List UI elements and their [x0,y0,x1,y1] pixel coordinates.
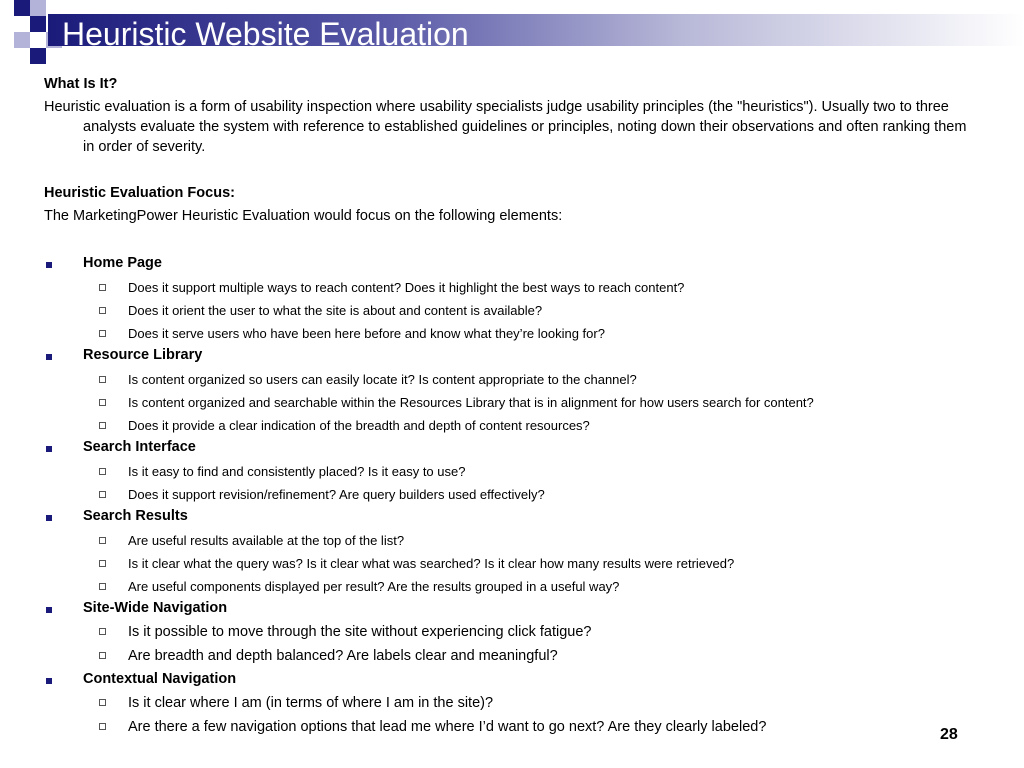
focus-list [44,253,974,737]
focus-item-home-page [44,253,974,342]
hollow-square-bullet-icon [99,399,106,406]
sub-item-text: Does it orient the user to what the site is about and content is available? [128,303,543,318]
sub-item-text: Is it easy to find and consistently placed? Is it easy to use? [128,464,466,479]
hollow-square-bullet-icon [99,307,106,314]
hollow-square-bullet-icon [99,284,106,291]
sub-item [44,578,974,595]
section-heading-focus: Heuristic Evaluation Focus: [44,185,235,201]
sub-item-text: Is it clear what the query was? Is it clear what was searched? Is it clear how many results were retrieved? [128,556,735,571]
focus-item-label: Resource Library [83,347,203,363]
section-heading-what-is-it: What Is It? [44,76,118,92]
sub-item [44,417,974,434]
sub-item-text: Does it serve users who have been here before and know what they’re looking for? [128,326,605,341]
focus-item-label: Search Interface [83,439,196,455]
hollow-square-bullet-icon [99,652,106,659]
hollow-square-bullet-icon [99,699,106,706]
corner-square [14,32,30,48]
sub-item-text: Are useful results available at the top of the list? [128,533,405,548]
corner-square [14,0,30,16]
focus-item-label: Home Page [83,255,162,271]
hollow-square-bullet-icon [99,723,106,730]
hollow-square-bullet-icon [99,491,106,498]
sub-item-text: Does it support revision/refinement? Are query builders used effectively? [128,487,545,502]
sub-item-text: Is content organized so users can easily locate it? Is content appropriate to the channel? [128,372,637,387]
hollow-square-bullet-icon [99,422,106,429]
sub-item-text: Does it support multiple ways to reach content? Does it highlight the best ways to reach content? [128,280,685,295]
focus-item-label: Site-Wide Navigation [83,600,228,616]
sub-item [44,532,974,549]
corner-square [30,48,46,64]
sub-item [44,693,974,713]
hollow-square-bullet-icon [99,537,106,544]
section-body-focus: The MarketingPower Heuristic Evaluation would focus on the following elements: [44,208,563,224]
focus-item-resource-library [44,345,974,434]
corner-square [30,0,46,16]
section-body-what-is-it: Heuristic evaluation is a form of usability inspection where usability specialists judge usability principles (the "heuristics"). Usually two to three analysts evaluate the system with reference to established guidelines or principles, noting down their observations and often ranking them in order of severity. [44,99,967,155]
focus-item-label: Contextual Navigation [83,671,237,687]
square-bullet-icon [46,678,52,684]
focus-item-search-results [44,506,974,595]
page-number: 28 [940,726,958,743]
hollow-square-bullet-icon [99,468,106,475]
sub-item [44,646,974,666]
square-bullet-icon [46,354,52,360]
sub-item [44,555,974,572]
hollow-square-bullet-icon [99,583,106,590]
sub-item [44,463,974,480]
sub-item-text: Is content organized and searchable within the Resources Library that is in alignment for how users search for content? [128,395,814,410]
square-bullet-icon [46,515,52,521]
focus-item-contextual-navigation [44,669,974,737]
slide-content [44,74,974,737]
square-bullet-icon [46,262,52,268]
sub-item [44,325,974,342]
sub-item [44,279,974,296]
sub-item [44,302,974,319]
focus-item-label: Search Results [83,508,188,524]
square-bullet-icon [46,607,52,613]
sub-item-text: Are there a few navigation options that lead me where I’d want to go next? Are they clearly labeled? [128,719,767,735]
focus-item-site-wide-navigation [44,598,974,666]
corner-square [30,16,46,32]
focus-item-search-interface [44,437,974,503]
sub-item [44,622,974,642]
sub-item [44,717,974,737]
sub-item-text: Does it provide a clear indication of the breadth and depth of content resources? [128,418,590,433]
sub-item-text: Are useful components displayed per result? Are the results grouped in a useful way? [128,579,620,594]
hollow-square-bullet-icon [99,560,106,567]
hollow-square-bullet-icon [99,330,106,337]
sub-item [44,394,974,411]
sub-item-text: Is it clear where I am (in terms of where I am in the site)? [128,695,494,711]
sub-item-text: Are breadth and depth balanced? Are labels clear and meaningful? [128,648,558,664]
square-bullet-icon [46,446,52,452]
sub-item-text: Is it possible to move through the site without experiencing click fatigue? [128,624,592,640]
hollow-square-bullet-icon [99,376,106,383]
sub-item [44,486,974,503]
slide-title: Heuristic Website Evaluation [62,16,469,52]
sub-item [44,371,974,388]
hollow-square-bullet-icon [99,628,106,635]
